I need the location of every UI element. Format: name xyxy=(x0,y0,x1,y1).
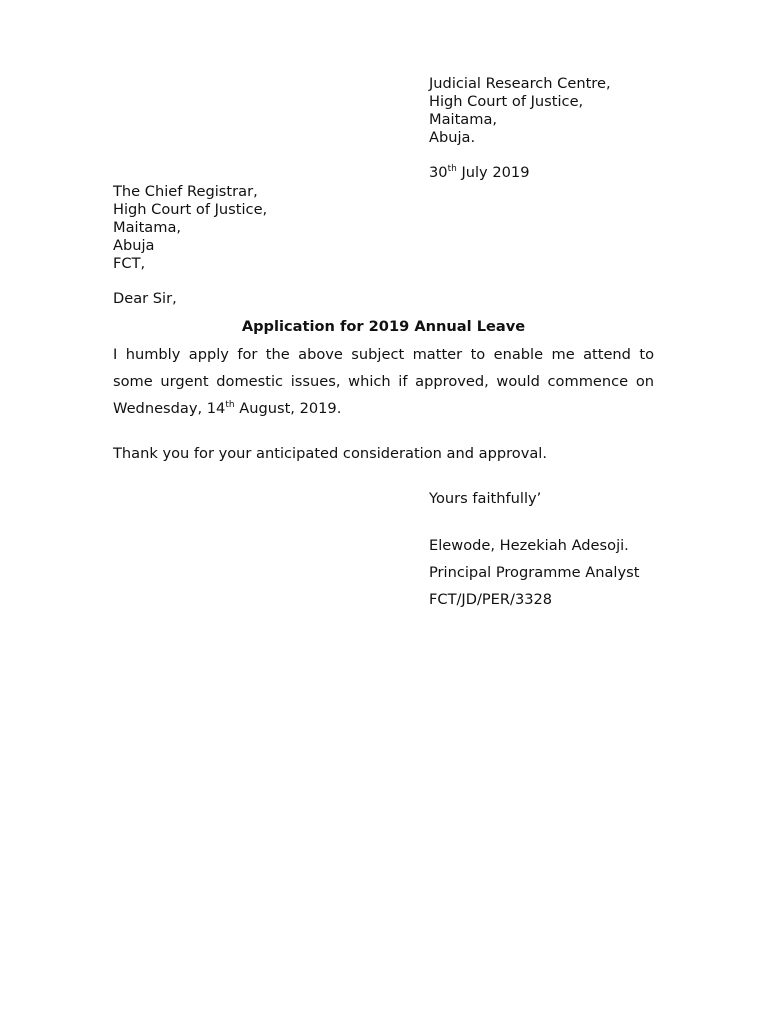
recipient-address-line: High Court of Justice, xyxy=(113,201,268,218)
sender-address-line: Judicial Research Centre, xyxy=(429,75,611,92)
subject-heading: Application for 2019 Annual Leave xyxy=(241,318,526,335)
thank-you-paragraph: Thank you for your anticipated consideration and approval. xyxy=(113,445,548,462)
signatory-title: Principal Programme Analyst xyxy=(429,564,640,581)
letter-date xyxy=(429,164,529,182)
date-day: 30 xyxy=(429,164,448,181)
recipient-address xyxy=(113,183,267,273)
sender-address-line: Abuja. xyxy=(429,129,476,146)
letter-date-line xyxy=(429,164,529,182)
body-line: some urgent domestic issues, which if approved, would commence on xyxy=(113,373,654,390)
date-ordinal-suffix: th xyxy=(447,164,457,174)
body-paragraph xyxy=(113,341,654,422)
sender-address xyxy=(429,75,611,147)
complimentary-close: Yours faithfully’ xyxy=(429,490,542,507)
signatory-reference: FCT/JD/PER/3328 xyxy=(429,591,553,608)
sender-address-line: High Court of Justice, xyxy=(429,93,584,110)
recipient-address-line: Abuja xyxy=(113,237,155,254)
body-line-text: Wednesday, 14 xyxy=(113,400,226,417)
recipient-address-line: FCT, xyxy=(113,255,146,272)
signature-block xyxy=(429,532,639,613)
body-ordinal-suffix: th xyxy=(225,400,235,410)
sender-address-line: Maitama, xyxy=(429,111,498,128)
signatory-name: Elewode, Hezekiah Adesoji. xyxy=(429,537,629,554)
recipient-address-line: The Chief Registrar, xyxy=(113,183,258,200)
date-month-year: July 2019 xyxy=(456,164,530,181)
salutation: Dear Sir, xyxy=(113,290,177,307)
recipient-address-line: Maitama, xyxy=(113,219,182,236)
body-line: I humbly apply for the above subject matter to enable me attend to xyxy=(113,346,654,363)
body-line xyxy=(113,395,654,422)
body-line-text: August, 2019. xyxy=(234,400,342,417)
